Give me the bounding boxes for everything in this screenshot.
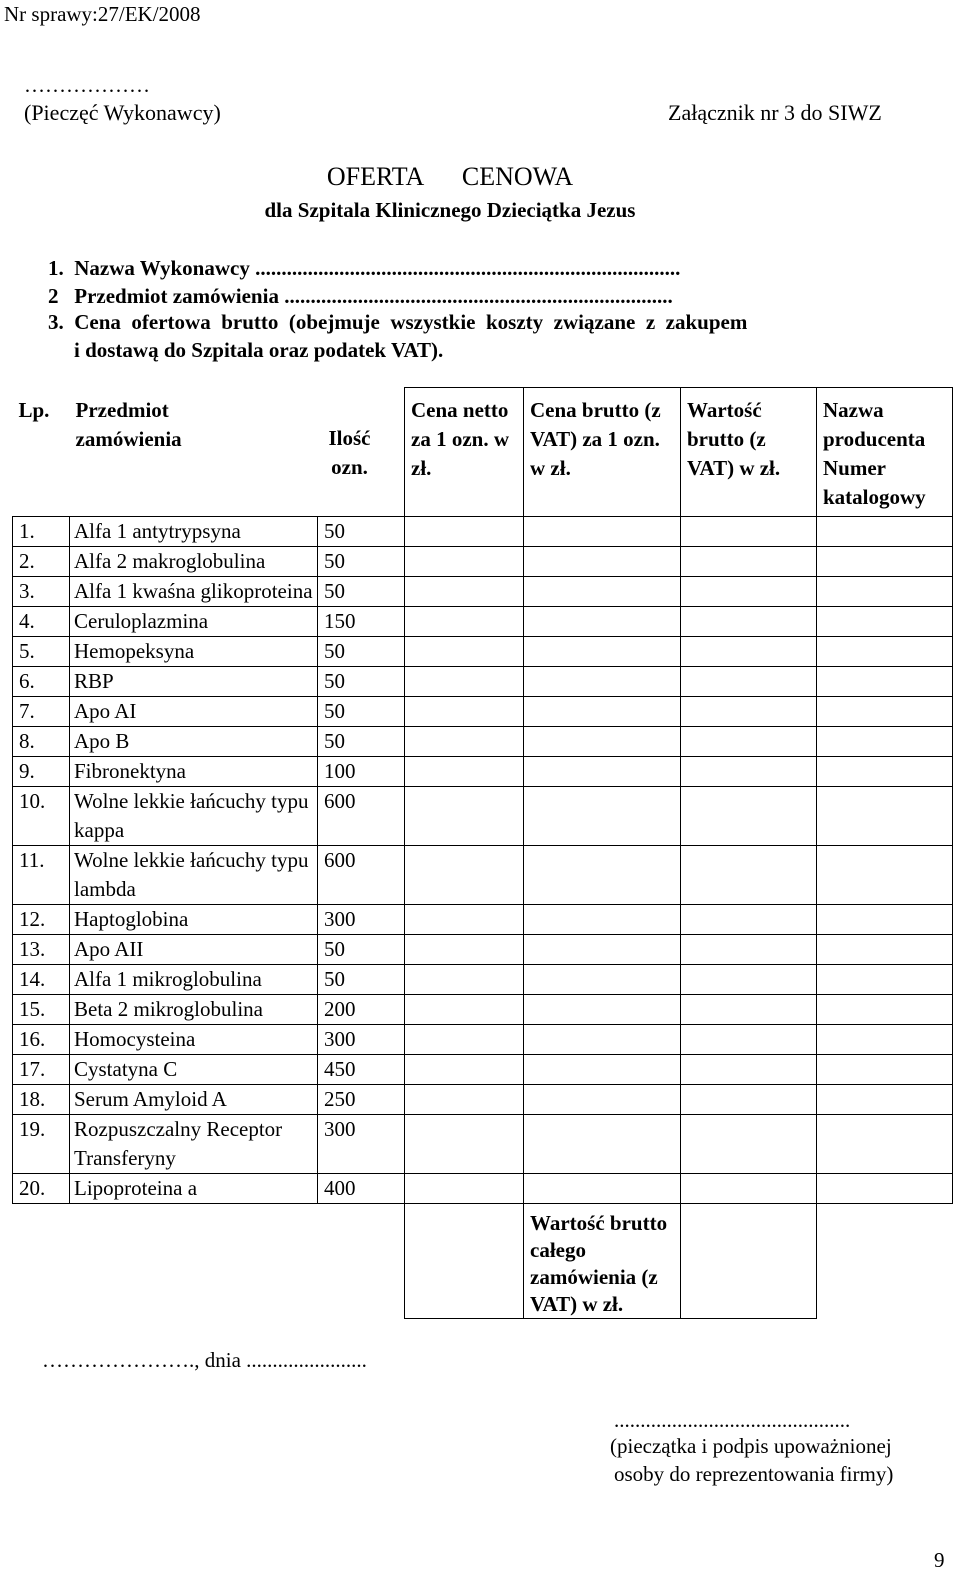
point-contractor: 1. Nazwa Wykonawcy ................................................................................. [48, 256, 681, 280]
row-lp [13, 607, 70, 637]
row-net-price [405, 846, 524, 905]
row-name [70, 667, 318, 697]
row-qty-text: 150 [324, 609, 356, 633]
row-qty-text: 300 [324, 1027, 356, 1051]
row-gross-price [524, 1055, 681, 1085]
row-lp-text: 2. [19, 549, 35, 573]
header-producer: Nazwa producenta Numer katalogowy [817, 388, 953, 517]
point-subject: 2 Przedmiot zamówienia .......................................................................... [48, 284, 673, 308]
row-gross-price [524, 757, 681, 787]
row-qty-text: 50 [324, 639, 345, 663]
row-name-text: Alfa 1 mikroglobulina [74, 967, 262, 991]
row-qty [318, 517, 405, 547]
table-row [13, 995, 953, 1025]
row-name [70, 905, 318, 935]
row-lp [13, 697, 70, 727]
row-name-text: Rozpuszczalny Receptor Transferyny [74, 1117, 283, 1170]
row-lp-text: 13. [19, 937, 46, 961]
row-lp [13, 905, 70, 935]
row-name [70, 787, 318, 846]
row-net-price [405, 697, 524, 727]
row-net-price [405, 547, 524, 577]
row-net-price [405, 577, 524, 607]
row-producer [817, 1025, 953, 1055]
row-gross-price [524, 787, 681, 846]
annex-label: Załącznik nr 3 do SIWZ [668, 100, 882, 125]
row-name-text: Alfa 1 antytrypsyna [74, 519, 241, 543]
row-lp [13, 1085, 70, 1115]
row-qty-text: 300 [324, 1117, 356, 1141]
row-lp-text: 16. [19, 1027, 46, 1051]
row-qty [318, 1025, 405, 1055]
row-gross-price [524, 965, 681, 995]
row-lp-text: 14. [19, 967, 46, 991]
case-number: Nr sprawy:27/EK/2008 [4, 2, 201, 26]
row-qty [318, 965, 405, 995]
signature-label-2: osoby do reprezentowania firmy) [614, 1462, 894, 1486]
row-lp-text: 7. [19, 699, 35, 723]
row-lp-text: 19. [19, 1117, 46, 1141]
row-qty-text: 200 [324, 997, 356, 1021]
row-qty [318, 846, 405, 905]
row-net-price [405, 905, 524, 935]
row-lp-text: 15. [19, 997, 46, 1021]
row-gross-value [681, 995, 817, 1025]
row-net-price [405, 995, 524, 1025]
row-name [70, 935, 318, 965]
row-lp [13, 787, 70, 846]
row-name [70, 757, 318, 787]
row-producer [817, 1055, 953, 1085]
row-name-text: Apo B [74, 729, 130, 753]
row-lp [13, 935, 70, 965]
row-lp-text: 18. [19, 1087, 46, 1111]
row-producer [817, 965, 953, 995]
table-row [13, 1085, 953, 1115]
row-producer [817, 905, 953, 935]
row-name-text: RBP [74, 669, 114, 693]
table-row [13, 607, 953, 637]
table-row [13, 846, 953, 905]
table-row [13, 727, 953, 757]
row-net-price [405, 935, 524, 965]
row-gross-price [524, 727, 681, 757]
row-name [70, 517, 318, 547]
table-row [13, 757, 953, 787]
row-producer [817, 577, 953, 607]
table-row [13, 935, 953, 965]
row-net-price [405, 607, 524, 637]
row-name-text: Lipoproteina a [74, 1176, 198, 1200]
row-name [70, 637, 318, 667]
row-qty [318, 935, 405, 965]
row-gross-value [681, 1025, 817, 1055]
row-qty [318, 1085, 405, 1115]
row-net-price [405, 965, 524, 995]
row-producer [817, 787, 953, 846]
row-gross-value [681, 577, 817, 607]
header-qty: Ilość ozn. [328, 425, 371, 479]
total-spacer [318, 1204, 405, 1319]
row-name-text: Wolne lekkie łańcuchy typu kappa [74, 789, 309, 842]
row-gross-value [681, 846, 817, 905]
row-producer [817, 846, 953, 905]
row-name [70, 727, 318, 757]
row-name-text: Hemopeksyna [74, 639, 195, 663]
row-gross-value [681, 517, 817, 547]
row-name [70, 577, 318, 607]
row-lp-text: 10. [19, 789, 46, 813]
row-producer [817, 517, 953, 547]
row-lp [13, 846, 70, 905]
row-lp [13, 995, 70, 1025]
row-qty [318, 547, 405, 577]
row-lp [13, 965, 70, 995]
row-qty-text: 100 [324, 759, 356, 783]
total-spacer [817, 1204, 953, 1319]
page-title: OFERTA CENOWA [326, 162, 574, 191]
row-lp-text: 20. [19, 1176, 46, 1200]
row-qty [318, 607, 405, 637]
header-gross-price: Cena brutto (z VAT) za 1 ozn. w zł. [524, 388, 681, 517]
row-name-text: Homocysteina [74, 1027, 196, 1051]
row-qty-text: 50 [324, 699, 345, 723]
row-name-text: Haptoglobina [74, 907, 189, 931]
row-lp [13, 637, 70, 667]
row-name [70, 846, 318, 905]
total-spacer [13, 1204, 70, 1319]
row-gross-price [524, 517, 681, 547]
row-name [70, 547, 318, 577]
row-name-text: Cystatyna C [74, 1057, 178, 1081]
row-net-price [405, 727, 524, 757]
row-qty [318, 1174, 405, 1204]
row-gross-value [681, 547, 817, 577]
row-gross-value [681, 965, 817, 995]
row-qty [318, 905, 405, 935]
row-gross-price [524, 607, 681, 637]
row-producer [817, 727, 953, 757]
row-net-price [405, 787, 524, 846]
table-row [13, 577, 953, 607]
row-lp [13, 667, 70, 697]
row-name [70, 1025, 318, 1055]
row-name [70, 1085, 318, 1115]
price-table [12, 387, 953, 1319]
row-name [70, 1174, 318, 1204]
row-gross-price [524, 1025, 681, 1055]
row-gross-price [524, 667, 681, 697]
table-row [13, 1174, 953, 1204]
table-row [13, 667, 953, 697]
total-row [13, 1204, 953, 1319]
row-lp [13, 1025, 70, 1055]
row-gross-value [681, 935, 817, 965]
row-gross-price [524, 1115, 681, 1174]
row-lp-text: 11. [19, 848, 45, 872]
row-name [70, 965, 318, 995]
row-qty [318, 757, 405, 787]
row-name [70, 1115, 318, 1174]
signature-dots: ............................................. [614, 1408, 851, 1432]
row-lp-text: 6. [19, 669, 35, 693]
row-qty [318, 697, 405, 727]
row-gross-value [681, 1085, 817, 1115]
point-price-cont: i dostawą do Szpitala oraz podatek VAT). [74, 338, 444, 362]
row-producer [817, 1115, 953, 1174]
total-spacer [70, 1204, 318, 1319]
row-qty [318, 577, 405, 607]
row-name-text: Apo AI [74, 699, 137, 723]
row-net-price [405, 637, 524, 667]
row-qty-text: 450 [324, 1057, 356, 1081]
row-gross-price [524, 935, 681, 965]
row-name-text: Alfa 2 makroglobulina [74, 549, 266, 573]
row-name [70, 607, 318, 637]
row-producer [817, 547, 953, 577]
row-lp-text: 9. [19, 759, 35, 783]
row-name-text: Wolne lekkie łańcuchy typu lambda [74, 848, 309, 901]
row-producer [817, 667, 953, 697]
table-row [13, 517, 953, 547]
row-gross-value [681, 1174, 817, 1204]
row-qty [318, 787, 405, 846]
row-producer [817, 995, 953, 1025]
row-name [70, 995, 318, 1025]
row-net-price [405, 1174, 524, 1204]
row-producer [817, 607, 953, 637]
row-producer [817, 1085, 953, 1115]
row-qty-text: 50 [324, 519, 345, 543]
row-gross-price [524, 697, 681, 727]
table-row [13, 1115, 953, 1174]
row-qty-text: 50 [324, 967, 345, 991]
row-net-price [405, 1025, 524, 1055]
row-net-price [405, 1085, 524, 1115]
row-gross-value [681, 667, 817, 697]
row-gross-value [681, 757, 817, 787]
row-lp [13, 1055, 70, 1085]
row-qty-text: 400 [324, 1176, 356, 1200]
row-gross-price [524, 1174, 681, 1204]
row-qty-text: 50 [324, 669, 345, 693]
row-qty-text: 600 [324, 848, 356, 872]
row-qty [318, 995, 405, 1025]
header-name: Przedmiot zamówienia [75, 397, 182, 451]
row-gross-price [524, 637, 681, 667]
row-lp-text: 12. [19, 907, 46, 931]
header-net-price: Cena netto za 1 ozn. w zł. [405, 388, 524, 517]
table-header-row [13, 388, 953, 517]
row-qty-text: 50 [324, 549, 345, 573]
row-qty-text: 50 [324, 937, 345, 961]
row-name-text: Alfa 1 kwaśna glikoproteina [74, 579, 313, 603]
row-net-price [405, 517, 524, 547]
table-row [13, 1055, 953, 1085]
point-price: 3. Cena ofertowa brutto (obejmuje wszystkie koszty związane z zakupem [48, 310, 748, 334]
date-line: …………………., dnia ....................... [42, 1348, 367, 1372]
row-name-text: Apo AII [74, 937, 144, 961]
row-gross-value [681, 607, 817, 637]
stamp-dots: ……………… [24, 73, 150, 97]
row-qty-text: 300 [324, 907, 356, 931]
row-lp-text: 8. [19, 729, 35, 753]
row-net-price [405, 757, 524, 787]
row-producer [817, 757, 953, 787]
row-lp [13, 1115, 70, 1174]
row-lp-text: 17. [19, 1057, 46, 1081]
row-lp [13, 757, 70, 787]
stamp-label: (Pieczęć Wykonawcy) [24, 100, 221, 125]
row-producer [817, 697, 953, 727]
row-net-price [405, 1055, 524, 1085]
row-lp-text: 4. [19, 609, 35, 633]
row-qty-text: 50 [324, 729, 345, 753]
row-name [70, 697, 318, 727]
table-row [13, 697, 953, 727]
row-lp [13, 727, 70, 757]
row-producer [817, 935, 953, 965]
row-gross-value [681, 727, 817, 757]
row-gross-value [681, 697, 817, 727]
row-net-price [405, 1115, 524, 1174]
row-qty [318, 667, 405, 697]
table-row [13, 547, 953, 577]
row-name [70, 1055, 318, 1085]
table-row [13, 787, 953, 846]
row-qty [318, 637, 405, 667]
row-qty-text: 250 [324, 1087, 356, 1111]
row-gross-price [524, 846, 681, 905]
signature-label-1: (pieczątka i podpis upoważnionej [610, 1434, 892, 1458]
row-qty [318, 1115, 405, 1174]
table-row [13, 905, 953, 935]
row-lp [13, 517, 70, 547]
row-lp [13, 1174, 70, 1204]
table-row [13, 965, 953, 995]
row-lp [13, 547, 70, 577]
page-number: 9 [934, 1548, 945, 1572]
row-name-text: Serum Amyloid A [74, 1087, 227, 1111]
row-gross-value [681, 787, 817, 846]
row-qty [318, 727, 405, 757]
table-row [13, 1025, 953, 1055]
row-qty [318, 1055, 405, 1085]
header-gross-value: Wartość brutto (z VAT) w zł. [681, 388, 817, 517]
row-lp-text: 3. [19, 579, 35, 603]
row-gross-value [681, 905, 817, 935]
row-gross-value [681, 1115, 817, 1174]
total-label-cell [524, 1204, 681, 1319]
row-gross-value [681, 637, 817, 667]
row-gross-price [524, 995, 681, 1025]
row-name-text: Ceruloplazmina [74, 609, 209, 633]
row-producer [817, 1174, 953, 1204]
row-qty-text: 50 [324, 579, 345, 603]
header-lp: Lp. [18, 397, 50, 422]
row-name-text: Fibronektyna [74, 759, 186, 783]
row-gross-price [524, 547, 681, 577]
page-subtitle: dla Szpitala Klinicznego Dzieciątka Jezus [264, 198, 636, 222]
total-value-cell [681, 1204, 817, 1319]
total-label: Wartość brutto całego zamówienia (z VAT) w zł. [530, 1211, 668, 1316]
row-net-price [405, 667, 524, 697]
row-lp-text: 1. [19, 519, 35, 543]
table-row [13, 637, 953, 667]
total-net-cell [405, 1204, 524, 1319]
row-gross-price [524, 577, 681, 607]
row-lp-text: 5. [19, 639, 35, 663]
row-producer [817, 637, 953, 667]
row-lp [13, 577, 70, 607]
row-gross-price [524, 1085, 681, 1115]
row-gross-price [524, 905, 681, 935]
row-gross-value [681, 1055, 817, 1085]
row-qty-text: 600 [324, 789, 356, 813]
row-name-text: Beta 2 mikroglobulina [74, 997, 263, 1021]
